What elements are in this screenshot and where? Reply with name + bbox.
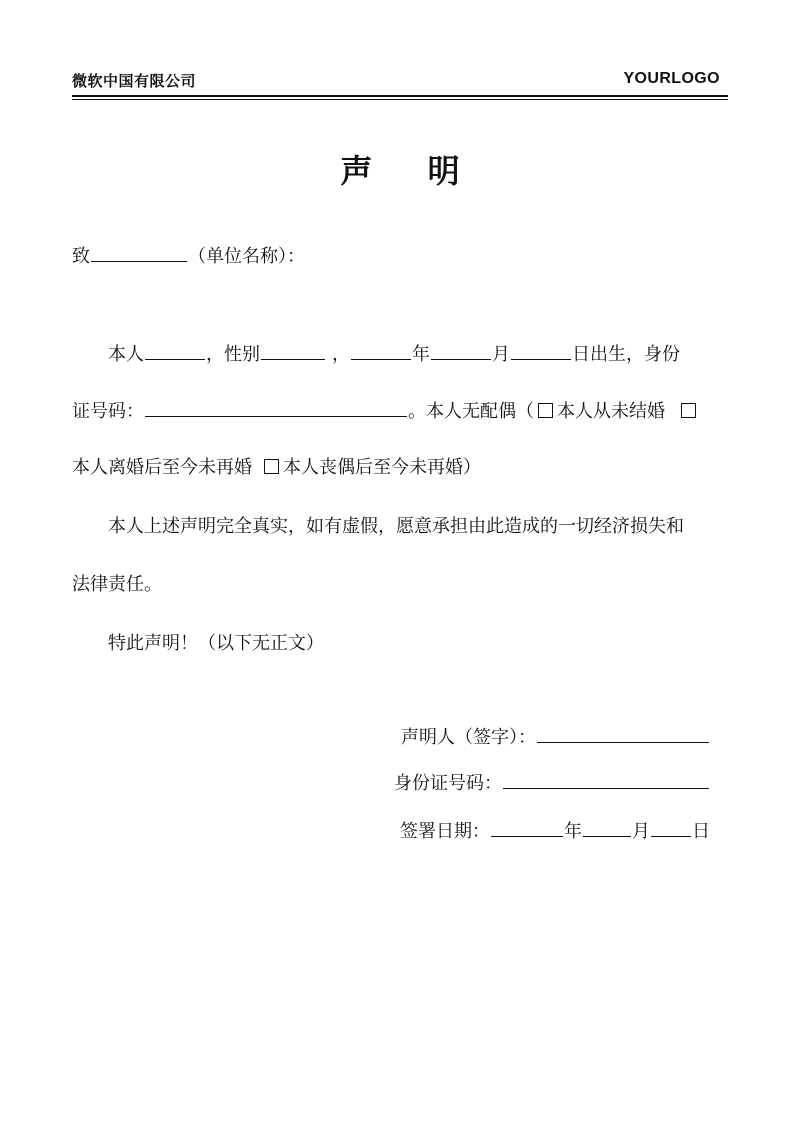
sign-day-label: 日 [692,821,710,842]
birth-year-blank[interactable] [351,341,411,360]
name-blank[interactable] [145,341,205,360]
paragraph3: 特此声明！（以下无正文） [108,633,324,654]
month-label: 月 [492,344,510,365]
recipient-prefix: 致 [72,246,90,267]
document-header [72,70,728,94]
divorced-label: 本人离婚后至今未再婚 [72,457,252,478]
sign-day-blank[interactable] [651,818,691,837]
birth-month-blank[interactable] [431,341,491,360]
signature-id-row [394,770,710,796]
signature-id-blank[interactable] [503,770,709,789]
recipient-suffix: （单位名称）： [188,246,305,267]
recipient-line [72,243,305,269]
sign-year-blank[interactable] [491,818,563,837]
paragraph2-line2: 法律责任。 [72,574,162,595]
checkbox-divorced[interactable] [681,403,696,418]
unit-name-blank[interactable] [91,243,187,262]
id-number-label: 证号码： [72,401,144,422]
paragraph1-line3 [72,456,481,480]
paragraph1-line1 [108,341,680,367]
declarant-signature-blank[interactable] [537,724,709,743]
gender-blank[interactable] [261,341,325,360]
sign-year-label: 年 [564,821,582,842]
sign-month-label: 月 [632,821,650,842]
signature-declarant-row [401,724,710,750]
comma-separator: ， [332,344,350,365]
widowed-label: 本人丧偶后至今未再婚） [283,457,481,478]
declarant-label: 声明人（签字）： [401,727,536,748]
no-spouse-label: 。本人无配偶（ [408,401,534,422]
header-rule-thin [72,99,728,100]
logo-text: YOURLOGO [623,70,720,87]
paragraph2-line1: 本人上述声明完全真实，如有虚假，愿意承担由此造成的一切经济损失和 [108,516,684,537]
signature-id-label: 身份证号码： [394,773,502,794]
checkbox-never-married[interactable] [538,403,553,418]
gender-label: ，性别 [206,344,260,365]
id-number-blank[interactable] [145,398,407,417]
sign-month-blank[interactable] [583,818,631,837]
paragraph1-line2 [72,398,700,424]
birth-day-blank[interactable] [511,341,571,360]
never-married-label: 本人从未结婚 [557,401,665,422]
company-name: 微软中国有限公司 [72,72,197,90]
date-label: 签署日期： [400,821,490,842]
header-rule-thick [72,95,728,97]
document-title: 声 明 [340,152,482,190]
year-label: 年 [412,344,430,365]
born-label: 日出生，身份 [572,344,680,365]
self-label: 本人 [108,344,144,365]
signature-date-row [400,818,710,844]
checkbox-widowed[interactable] [264,459,279,474]
